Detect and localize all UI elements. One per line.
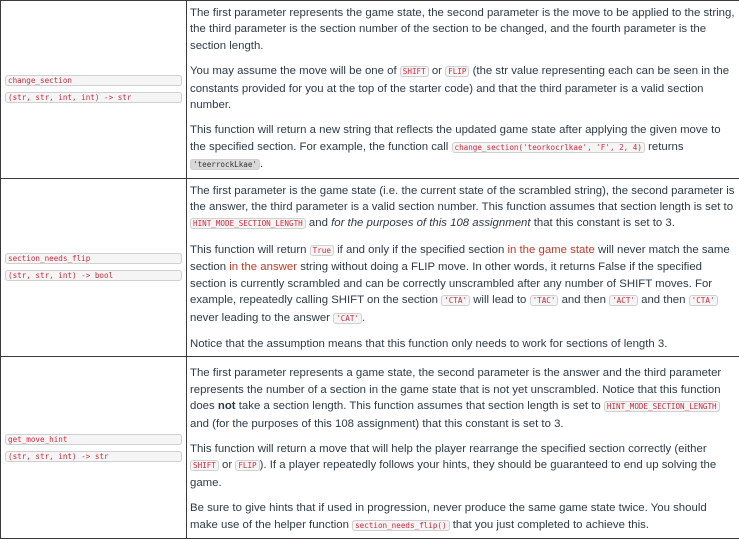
- function-name: get_move_hint: [5, 434, 182, 445]
- flip-constant: FLIP: [235, 460, 259, 471]
- helper-function: section_needs_flip(): [352, 520, 449, 531]
- hint-mode-constant: HINT_MODE_SECTION_LENGTH: [604, 401, 720, 412]
- description-cell: [187, 1, 739, 179]
- true-value: True: [310, 245, 334, 256]
- function-cell: [1, 357, 187, 539]
- description-paragraph: This function will return a move that will help the player rearrange the specified section correctly (either SHIFT or FLIP ). If a player repeatedly follows your hints, they should be guaranteed to end up solving the game.: [190, 441, 737, 491]
- description-paragraph: The first parameter is the game state (i.e. the current state of the scrambled string), the second parameter is the answer, the third parameter is a valid section number. This function assumes that section length is set to HINT_MODE_SECTION_LENGTH and for the purposes of this 108 assignment that this constant is set to 3.: [190, 183, 737, 233]
- hint-mode-constant: HINT_MODE_SECTION_LENGTH: [190, 218, 306, 229]
- function-signature: (str, str, int, int) -> str: [5, 92, 182, 103]
- function-name: change_section: [5, 75, 182, 86]
- example-call: change_section('teorkocrlkae', 'F', 2, 4): [452, 142, 645, 153]
- shift-constant: SHIFT: [190, 460, 219, 471]
- description-paragraph: Notice that the assumption means that this function only needs to work for sections of length 3.: [190, 336, 737, 352]
- description-paragraph: This function will return a new string that reflects the updated game state after applying the given move to the specified section. For example, the function call change_section('teorkocrlkae', 'F', 2, 4) returns 'teerrockLkae' .: [190, 122, 737, 173]
- table-row: [1, 357, 739, 539]
- description-cell: [187, 357, 739, 539]
- function-name: section_needs_flip: [5, 253, 182, 264]
- description-paragraph: This function will return True if and only if the specified section in the game state will never match the same section in the answer string without doing a FLIP move. In other words, it returns False if the specified section is currently scrambled and can be correctly unscrambled after any number of SHIFT moves. For example, repeatedly calling SHIFT on the section 'CTA' will lead to 'TAC' and then 'ACT' and then 'CTA' never leading to the answer 'CAT' .: [190, 242, 737, 327]
- description-cell: [187, 178, 739, 357]
- function-cell: [1, 178, 187, 357]
- function-signature: (str, str, int) -> bool: [5, 270, 182, 281]
- description-paragraph: You may assume the move will be one of SHIFT or FLIP (the str value representing each can be seen in the constants provided for you at the top of the starter code) and that the third parameter is a valid section number.: [190, 63, 737, 113]
- function-cell: [1, 1, 187, 179]
- description-paragraph: The first parameter represents the game state, the second parameter is the move to be applied to the string, the third parameter is the section number of the section to be changed, and the fourth parameter is the section length.: [190, 5, 737, 54]
- function-signature: (str, str, int) -> str: [5, 451, 182, 462]
- example-result: 'teerrockLkae': [190, 159, 260, 170]
- table-row: [1, 178, 739, 357]
- shift-constant: SHIFT: [400, 66, 429, 77]
- description-paragraph: Be sure to give hints that if used in progression, never produce the same game state twice. You should make use of the helper function section_needs_flip() that you just completed to achieve this.: [190, 500, 737, 534]
- flip-constant: FLIP: [445, 66, 469, 77]
- table-row: [1, 1, 739, 179]
- description-paragraph: The first parameter represents a game state, the second parameter is the answer and the third parameter represents the number of a section in the game state that is not yet unscrambled. Notice that this function does not take a section length. This function assumes that section length is set to HINT_MODE_SECTION_LENGTH and (for the purposes of this 108 assignment) that this constant is set to 3.: [190, 365, 737, 432]
